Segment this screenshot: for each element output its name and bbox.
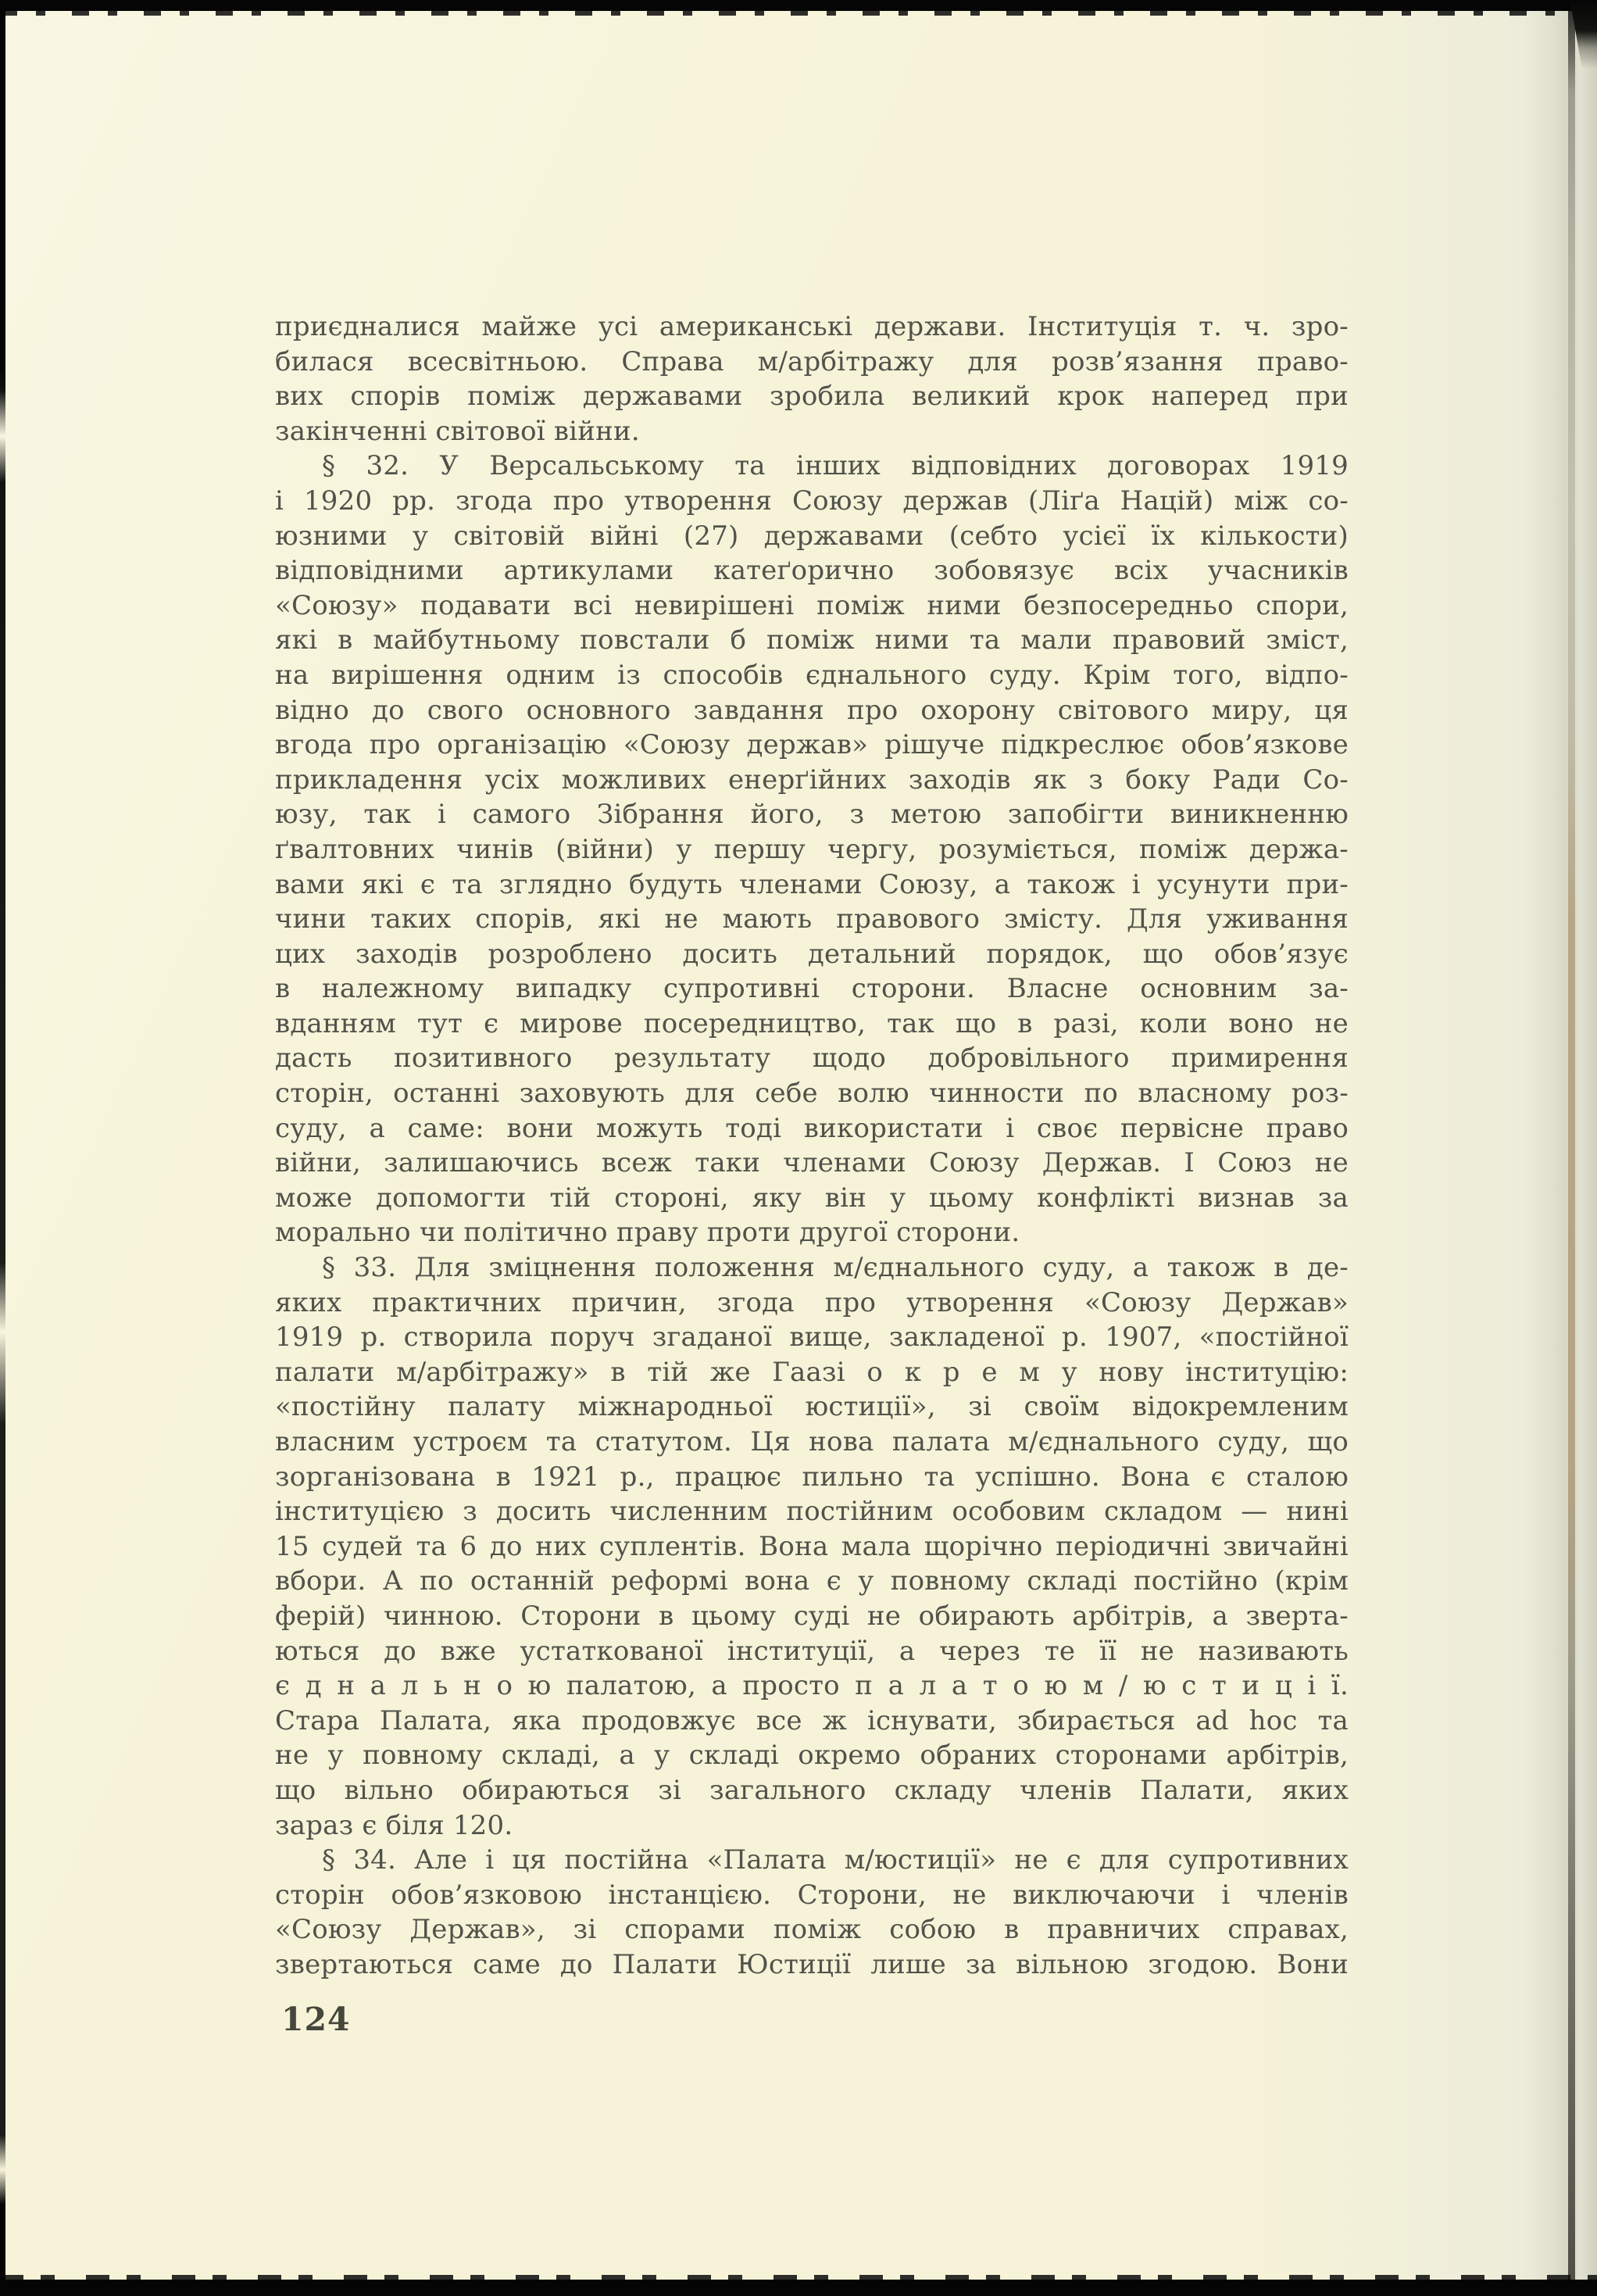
scan-border-bottom: [0, 2280, 1597, 2296]
text-line: «Союзу» подавати всі невирішені поміж ними безпосередньо спори,: [275, 589, 1349, 621]
text-line: 15 судей та 6 до них суплентів. Вона мала щорічно періодичні звичайні: [275, 1530, 1349, 1562]
text-line: які в майбутньому повстали б поміж ними та мали правовий зміст,: [275, 624, 1349, 656]
text-line: не у повному складі, а у складі окремо обраних сторонами арбітрів,: [275, 1740, 1349, 1772]
text-line: юзними у світовій війні (27) державами (себто усієї їх кількости): [275, 520, 1349, 552]
scan-border-left: [0, 0, 5, 2296]
text-line: зараз є біля 120.: [275, 1809, 513, 1841]
text-line: ферій) чинною. Сторони в цьому суді не обирають арбітрів, а зверта-: [275, 1600, 1349, 1632]
text-line: цих заходів розроблено досить детальний порядок, що обов’язує: [275, 938, 1349, 970]
text-line: сторін обов’язковою інстанцією. Сторони, не виключаючи і членів: [275, 1879, 1349, 1911]
text-line: «постійну палату міжнародньої юстиції», зі своїм відокремленим: [275, 1391, 1349, 1423]
text-line: вами які є та зглядно будуть членами Союзу, а також і усунути при-: [275, 868, 1349, 900]
text-line: юзу, так і самого Зібрання його, з метою запобігти виникненню: [275, 799, 1349, 831]
text-line: закінченні світової війни.: [275, 415, 640, 447]
text-line: Стара Палата, яка продовжує все ж існувати, збирається ad hoc та: [275, 1704, 1349, 1736]
text-line: є д н а л ь н о ю палатою, а просто п а л а т о ю м / ю с т и ц і ї.: [275, 1670, 1349, 1702]
page-gutter-shadow: [1523, 0, 1597, 2296]
text-line: зорганізована в 1921 р., працює пильно та успішно. Вона є сталою: [275, 1461, 1349, 1493]
text-line: сторін, останні заховують для себе волю чинности по власному роз-: [275, 1078, 1349, 1110]
text-line: ються до вже устаткованої інституції, а через те її не називають: [275, 1635, 1349, 1667]
text-line: «Союзу Держав», зі спорами поміж собою в правничих справах,: [275, 1914, 1349, 1946]
text-line: § 33. Для зміцнення положення м/єднального суду, а також в де-: [322, 1252, 1349, 1284]
text-line: чини таких спорів, які не мають правового змісту. Для уживання: [275, 903, 1349, 935]
text-line: яких практичних причин, згода про утворення «Союзу Держав»: [275, 1286, 1349, 1318]
text-line: на вирішення одним із способів єднального суду. Крім того, відпо-: [275, 659, 1349, 691]
text-line: що вільно обираються зі загального складу членів Палати, яких: [275, 1774, 1349, 1806]
text-line: § 34. Але і ця постійна «Палата м/юстиції» не є для супротивних: [322, 1844, 1349, 1876]
text-line: і 1920 рр. згода про утворення Союзу держав (Ліґа Націй) між со-: [275, 485, 1349, 517]
text-line: вданням тут є мирове посередництво, так що в разі, коли воно не: [275, 1007, 1349, 1039]
text-line: § 32. У Версальському та інших відповідних договорах 1919: [322, 450, 1349, 482]
text-line: вих спорів поміж державами зробила великий крок наперед при: [275, 381, 1349, 413]
text-line: суду, а саме: вони можуть тоді використати і своє первісне право: [275, 1112, 1349, 1144]
text-line: власним устроєм та статутом. Ця нова палата м/єднального суду, що: [275, 1426, 1349, 1457]
text-line: відно до свого основного завдання про охорону світового миру, ця: [275, 694, 1349, 726]
text-line: прикладення усіх можливих енерґійних заходів як з боку Ради Со-: [275, 764, 1349, 796]
text-line: ґвалтовних чинів (війни) у першу чергу, розуміється, поміж держа-: [275, 833, 1349, 865]
text-line: палати м/арбітражу» в тій же Гаазі о к р е м у нову інституцію:: [275, 1356, 1349, 1388]
text-line: морально чи політично праву проти другої сторони.: [275, 1217, 1020, 1249]
text-line: відповідними артикулами катеґорично зобовязує всіх учасників: [275, 555, 1349, 587]
text-line: вгода про організацію «Союзу держав» рішуче підкреслює обов’язкове: [275, 729, 1349, 761]
text-line: приєдналися майже усі американські держави. Інституція т. ч. зро-: [275, 311, 1349, 342]
page-text-block: [275, 309, 1349, 1983]
gutter-crease-line: [1568, 0, 1575, 2296]
text-line: війни, залишаючись всеж таки членами Союзу Держав. І Союз не: [275, 1147, 1349, 1179]
text-line: в належному випадку супротивні сторони. Власне основним за-: [275, 973, 1349, 1005]
text-line: інституцією з досить численним постійним особовим складом — нині: [275, 1496, 1349, 1528]
text-line: дасть позитивного результату щодо добровільного примирення: [275, 1042, 1349, 1075]
page-number: 124: [281, 2001, 351, 2038]
text-line: вбори. А по останній реформі вона є у повному складі постійно (крім: [275, 1565, 1349, 1597]
scan-border-top: [0, 0, 1597, 11]
text-line: може допомогти тій стороні, яку він у цьому конфлікті визнав за: [275, 1182, 1349, 1214]
text-line: звертаються саме до Палати Юстиції лише за вільною згодою. Вони: [275, 1948, 1349, 1980]
text-line: 1919 р. створила поруч згаданої вище, закладеної р. 1907, «постійної: [275, 1321, 1349, 1354]
text-line: билася всесвітньою. Справа м/арбітражу для розв’язання право-: [275, 345, 1349, 377]
